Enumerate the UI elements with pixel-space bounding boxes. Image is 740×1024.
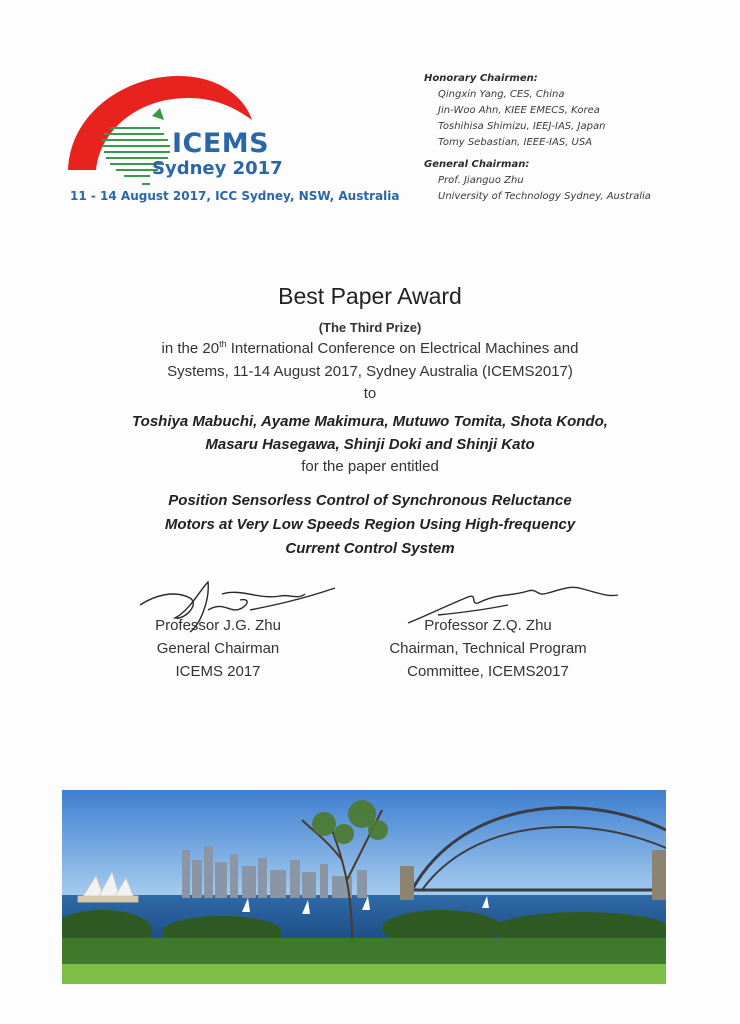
to-line: to (363, 385, 377, 402)
hedge (62, 938, 666, 964)
sydney-harbour-photo (62, 790, 666, 984)
paper-title-line-3: Current Control System (285, 540, 455, 557)
logo-subtitle: Sydney 2017 (152, 158, 283, 179)
ordinal-suffix: th (219, 339, 227, 349)
logo-date: 11 - 14 August 2017, ICC Sydney, NSW, Australia (70, 189, 400, 203)
authors-line-2: Masaru Hasegawa, Shinji Doki and Shinji Kato (205, 436, 535, 453)
conference-line-2: Systems, 11-14 August 2017, Sydney Australia (ICEMS2017) (167, 363, 573, 380)
chairmen-block (424, 71, 651, 205)
conference-line-1-pre: in the 20 (161, 340, 220, 357)
award-prize: (The Third Prize) (318, 320, 422, 335)
conference-line-1 (0, 339, 740, 357)
honorary-chairman: Qingxin Yang, CES, China (438, 89, 565, 100)
signatory-name-right: Professor Z.Q. Zhu (424, 617, 552, 634)
honorary-chairmen-heading: Honorary Chairmen: (424, 73, 538, 84)
signatory-name-left: Professor J.G. Zhu (155, 617, 281, 634)
general-chairman-affiliation: University of Technology Sydney, Australia (438, 191, 651, 202)
conference-line-1-post: International Conference on Electrical Machines and (226, 340, 579, 357)
lawn (62, 964, 666, 984)
logo-green-mark (152, 108, 164, 120)
paper-title-line-1: Position Sensorless Control of Synchronous Reluctance (168, 492, 572, 509)
general-chairman-name: Prof. Jianguo Zhu (438, 175, 524, 186)
honorary-chairman: Toshihisa Shimizu, IEEJ-IAS, Japan (438, 121, 606, 132)
honorary-chairman: Tomy Sebastian, IEEE-IAS, USA (438, 137, 593, 148)
award-title: Best Paper Award (278, 283, 462, 309)
signature-block-left (118, 614, 318, 683)
signature-block-right (368, 614, 608, 683)
authors-line-1: Toshiya Mabuchi, Ayame Makimura, Mutuwo Tomita, Shota Kondo, (132, 413, 608, 430)
logo-title: ICEMS (172, 128, 270, 159)
signatory-org-left: ICEMS 2017 (175, 663, 261, 680)
signatory-role-right: Chairman, Technical Program (389, 640, 587, 657)
signatory-org-right: Committee, ICEMS2017 (407, 663, 569, 680)
paper-title-line-2: Motors at Very Low Speeds Region Using High-frequency (164, 516, 576, 533)
paper-intro-line: for the paper entitled (301, 458, 439, 475)
general-chairman-heading: General Chairman: (424, 159, 530, 170)
honorary-chairman: Jin-Woo Ahn, KIEE EMECS, Korea (438, 105, 600, 116)
signatory-role-left: General Chairman (156, 640, 280, 657)
